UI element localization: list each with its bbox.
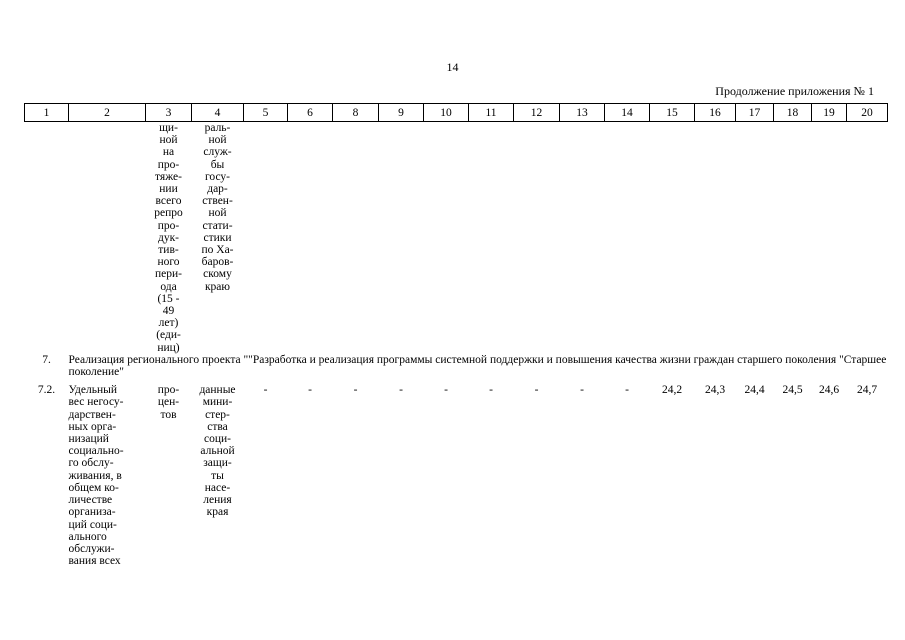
cell-line: общем ко- [68, 481, 119, 494]
value-cell: - [625, 384, 629, 397]
column-number-header: 15 [650, 104, 695, 122]
column-number-header: 13 [560, 104, 605, 122]
cell-line: (15 - [157, 292, 180, 305]
cell-line: ствен- [202, 195, 233, 208]
cell-line: личестве [68, 494, 113, 507]
cell-line: лет) [158, 317, 179, 330]
cell-line: Удельный [68, 384, 118, 397]
cell-line: служ- [203, 146, 232, 159]
cell-line: дарствен- [68, 408, 116, 421]
cell-line: вес негосу- [68, 396, 124, 409]
column-number-header: 11 [469, 104, 514, 122]
cell-line: вания всех [68, 555, 121, 568]
cell-line: дар- [207, 183, 228, 196]
value-cell: 24,6 [818, 384, 840, 397]
value-cell: - [444, 384, 448, 397]
value-cell: - [399, 384, 403, 397]
cell-line: репро [154, 207, 183, 220]
cell-line: соци- [204, 433, 231, 446]
cell-line: данные [199, 384, 236, 397]
column-number-header: 10 [424, 104, 469, 122]
cell-line: ода [160, 280, 177, 293]
cell-line: про- [157, 219, 180, 232]
cell-line: ной [208, 134, 227, 147]
value-cell: - [580, 384, 584, 397]
column-number-header: 2 [69, 104, 146, 122]
cell-line: ального [68, 530, 107, 543]
indicator-name-cell [69, 378, 146, 567]
section-row [25, 354, 888, 378]
cell-line: про- [157, 384, 180, 397]
cell-line: ления [203, 494, 232, 507]
value-cell: 24,4 [744, 384, 765, 397]
indicator-row-7-2 [25, 378, 888, 567]
column-number-header: 18 [774, 104, 812, 122]
appendix-continuation-label: Продолжение приложения № 1 [715, 84, 874, 98]
column-number-header: 16 [695, 104, 736, 122]
cell-line: насе- [204, 481, 231, 494]
column-number-header: 5 [244, 104, 288, 122]
column-number-header: 17 [736, 104, 774, 122]
cell-line: (еди- [156, 329, 181, 342]
cell-line: ного [157, 256, 180, 269]
value-cell: 24,7 [856, 384, 878, 397]
cell-line: скому [203, 268, 232, 281]
cell-line: мини- [202, 396, 233, 409]
continued-row [25, 122, 888, 354]
column-number-header: 6 [288, 104, 333, 122]
appendix-table [24, 103, 888, 567]
column-number-header: 3 [146, 104, 192, 122]
continued-source-cell [192, 122, 244, 354]
cell-line: ных орга- [68, 420, 117, 433]
cell-line: раль- [204, 122, 231, 134]
value-cell: 24,2 [661, 384, 683, 397]
cell-line: ций соци- [68, 518, 117, 531]
value-cell: - [489, 384, 493, 397]
value-cell: - [353, 384, 358, 397]
column-number-header: 19 [812, 104, 847, 122]
column-number-header: 1 [25, 104, 69, 122]
cell-line: бы [210, 158, 225, 171]
cell-line: ниц) [157, 341, 180, 354]
value-cell: - [534, 384, 539, 397]
column-number-header: 14 [605, 104, 650, 122]
cell-line: ства [207, 420, 228, 433]
cell-line: щи- [159, 122, 178, 134]
column-number-header: 9 [379, 104, 424, 122]
cell-line: 49 [162, 305, 175, 318]
header-row [25, 104, 888, 122]
cell-line: всего [155, 195, 182, 208]
cell-line: цен- [157, 396, 180, 409]
cell-line: тив- [158, 244, 179, 257]
value-cell: 24,5 [782, 384, 803, 397]
cell-line: на [162, 146, 175, 159]
cell-line: го обслу- [68, 457, 114, 470]
unit-cell [146, 378, 192, 567]
cell-line: пери- [155, 268, 182, 281]
cell-line: организа- [68, 506, 116, 519]
section-title: Реализация регионального проекта ""Разработка и реализация программы системной поддержки и повышения качества жизни граждан старшего поколения "Старшее поколение" [68, 353, 887, 379]
cell-line: баров- [201, 256, 234, 269]
continued-indicator-cell [146, 122, 192, 354]
cell-line: про- [157, 158, 180, 171]
cell-line: стати- [202, 219, 233, 232]
cell-line: обслужи- [68, 542, 115, 555]
cell-line: тяже- [155, 170, 182, 183]
cell-line: стер- [205, 408, 230, 421]
cell-line: стики [203, 231, 232, 244]
cell-line: защи- [203, 457, 232, 470]
column-number-header: 8 [333, 104, 379, 122]
cell-line: живания, в [68, 469, 122, 482]
cell-line: по Ха- [201, 244, 234, 257]
cell-line: дук- [157, 231, 180, 244]
cell-line: ной [208, 207, 227, 220]
column-number-header: 4 [192, 104, 244, 122]
cell-line: ной [159, 134, 178, 147]
cell-line: социально- [68, 445, 124, 458]
cell-line: низаций [68, 433, 109, 446]
page-number: 14 [446, 60, 459, 74]
cell-line: госу- [205, 170, 230, 183]
cell-line: тов [160, 408, 177, 421]
section-number: 7. [42, 353, 51, 366]
value-cell: 24,3 [704, 384, 726, 397]
column-number-header: 12 [514, 104, 560, 122]
value-cell: - [308, 384, 312, 397]
cell-line: ты [211, 469, 224, 482]
column-number-header: 20 [847, 104, 888, 122]
cell-line: альной [200, 445, 235, 458]
value-cell: - [263, 384, 268, 397]
cell-line: нии [159, 183, 178, 196]
cell-line: края [206, 506, 229, 519]
cell-line: краю [204, 280, 231, 293]
row-number: 7.2. [37, 384, 56, 397]
source-cell [192, 378, 244, 567]
